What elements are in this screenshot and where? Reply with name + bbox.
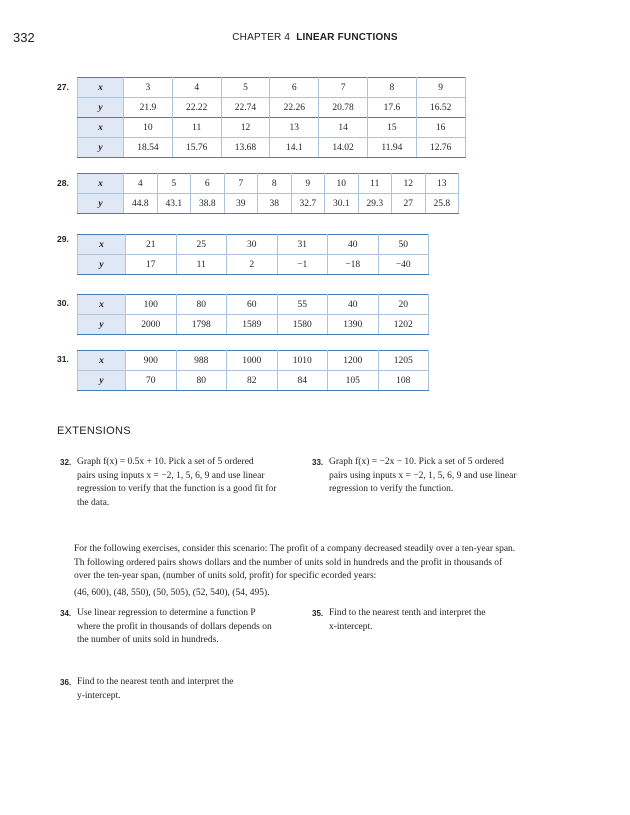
table-cell: 30.1	[325, 194, 359, 214]
table-cell: 21	[126, 235, 177, 255]
chapter-label: CHAPTER 4	[232, 32, 291, 43]
exercise-number: 29.	[57, 234, 69, 244]
data-table	[77, 117, 466, 158]
exercise-34	[60, 607, 312, 648]
row-header-y: y	[78, 255, 126, 275]
data-table	[77, 77, 466, 118]
scenario-paragraph	[74, 543, 574, 584]
table-cell: 40	[328, 295, 379, 315]
table-cell: 11	[176, 255, 227, 275]
table-cell: 15	[367, 118, 416, 138]
scenario-line: over the ten-year span, (number of units sold, profit) for specific ecorded years:	[74, 571, 377, 581]
table-cell: 82	[227, 371, 278, 391]
row-header-x: x	[78, 78, 124, 98]
scenario-line: Th following ordered pairs shows dollars and the number of units sold in hundreds and the profit in thousands of	[74, 557, 503, 568]
table-cell: 60	[227, 295, 278, 315]
row-header-y: y	[78, 138, 124, 158]
exercise-line: Use linear regression to determine a function P	[77, 608, 256, 618]
exercise-number: 34.	[60, 609, 72, 618]
exercise-line: Find to the nearest tenth and interpret the	[329, 608, 486, 618]
table-cell: 38	[258, 194, 292, 214]
table-row	[78, 255, 429, 275]
row-header-x: x	[78, 118, 124, 138]
table-cell: 1202	[378, 315, 429, 335]
table-cell: −18	[328, 255, 379, 275]
table-cell: 20.78	[319, 98, 368, 118]
table-row	[78, 351, 429, 371]
table-cell: 1589	[227, 315, 278, 335]
table-cell: 14.1	[270, 138, 319, 158]
table-cell: 29.3	[358, 194, 392, 214]
chapter-header	[0, 32, 630, 43]
row-header-x: x	[78, 351, 126, 371]
table-cell: 55	[277, 295, 328, 315]
data-points: (46, 600), (48, 550), (50, 505), (52, 540), (54, 495).	[74, 588, 270, 598]
exercise-line: Graph f(x) = −2x − 10. Pick a set of 5 ordered	[329, 457, 504, 467]
table-cell: 13.68	[221, 138, 270, 158]
exercise-33	[312, 456, 569, 497]
exercise-number: 32.	[60, 458, 72, 467]
table-cell: 108	[378, 371, 429, 391]
table-cell: 43.1	[157, 194, 191, 214]
table-cell: 70	[126, 371, 177, 391]
table-cell: 84	[277, 371, 328, 391]
table-cell: 100	[126, 295, 177, 315]
row-header-y: y	[78, 98, 124, 118]
row-header-x: x	[78, 235, 126, 255]
exercise-line: x-intercept.	[329, 621, 373, 632]
table-cell: 2	[227, 255, 278, 275]
exercise-number: 36.	[60, 678, 72, 687]
table-cell: 25	[176, 235, 227, 255]
table-cell: 20	[378, 295, 429, 315]
exercise-number: 35.	[312, 609, 324, 618]
exercise-line: where the profit in thousands of dollars depends on	[77, 621, 272, 632]
exercise-number: 33.	[312, 458, 324, 467]
table-cell: 1390	[328, 315, 379, 335]
table-cell: 80	[176, 295, 227, 315]
table-cell: 17.6	[367, 98, 416, 118]
table-cell: 1000	[227, 351, 278, 371]
scenario-line: For the following exercises, consider this scenario: The profit of a company decreased steadily over a ten-year span.	[74, 544, 516, 554]
table-cell: 10	[325, 174, 359, 194]
table-cell: 11	[358, 174, 392, 194]
exercise-line: the data.	[77, 497, 110, 508]
table-row	[78, 138, 466, 158]
extensions-heading: EXTENSIONS	[57, 425, 131, 437]
table-cell: 6	[270, 78, 319, 98]
table-cell: 50	[378, 235, 429, 255]
exercise-35	[312, 607, 569, 634]
exercise-line: Find to the nearest tenth and interpret the	[77, 677, 234, 687]
table-cell: 1205	[378, 351, 429, 371]
table-cell: 4	[172, 78, 221, 98]
table-cell: 12.76	[416, 138, 465, 158]
table-row	[78, 174, 459, 194]
exercise-line: regression to verify the function.	[329, 484, 454, 494]
exercise-number: 30.	[57, 298, 69, 308]
table-cell: 22.74	[221, 98, 270, 118]
row-header-y: y	[78, 315, 126, 335]
table-cell: 21.9	[124, 98, 173, 118]
table-cell: 1580	[277, 315, 328, 335]
table-cell: 4	[124, 174, 158, 194]
table-cell: 80	[176, 371, 227, 391]
table-cell: 988	[176, 351, 227, 371]
data-table	[77, 234, 429, 275]
table-cell: 39	[224, 194, 258, 214]
table-cell: 17	[126, 255, 177, 275]
table-cell: 8	[367, 78, 416, 98]
table-cell: 38.8	[191, 194, 225, 214]
row-header-x: x	[78, 295, 126, 315]
table-cell: 105	[328, 371, 379, 391]
table-row	[78, 235, 429, 255]
table-cell: 16.52	[416, 98, 465, 118]
table-cell: 1200	[328, 351, 379, 371]
chapter-topic: LINEAR FUNCTIONS	[296, 32, 398, 43]
table-cell: 44.8	[124, 194, 158, 214]
table-cell: 15.76	[172, 138, 221, 158]
table-row	[78, 315, 429, 335]
data-table	[77, 173, 459, 214]
row-header-y: y	[78, 371, 126, 391]
table-row	[78, 295, 429, 315]
exercise-36	[60, 676, 312, 703]
table-cell: 27	[392, 194, 426, 214]
page-number: 332	[13, 30, 35, 45]
data-table	[77, 294, 429, 335]
table-cell: 14	[319, 118, 368, 138]
exercise-number: 27.	[57, 82, 69, 92]
table-cell: 2000	[126, 315, 177, 335]
table-cell: −1	[277, 255, 328, 275]
table-cell: 9	[291, 174, 325, 194]
table-cell: 7	[319, 78, 368, 98]
table-cell: 7	[224, 174, 258, 194]
table-row	[78, 98, 466, 118]
exercise-line: y-intercept.	[77, 690, 121, 701]
exercise-line: the number of units sold in hundreds.	[77, 635, 219, 645]
table-cell: −40	[378, 255, 429, 275]
exercise-line: regression to verify that the function is a good fit for	[77, 484, 277, 494]
table-cell: 40	[328, 235, 379, 255]
table-cell: 1010	[277, 351, 328, 371]
table-cell: 13	[425, 174, 459, 194]
row-header-y: y	[78, 194, 124, 214]
table-cell: 18.54	[124, 138, 173, 158]
exercise-line: Graph f(x) = 0.5x + 10. Pick a set of 5 ordered	[77, 457, 254, 467]
exercise-32	[60, 456, 312, 510]
data-table	[77, 350, 429, 391]
exercise-number: 28.	[57, 178, 69, 188]
table-cell: 22.22	[172, 98, 221, 118]
table-cell: 5	[157, 174, 191, 194]
table-cell: 11	[172, 118, 221, 138]
table-row	[78, 78, 466, 98]
table-cell: 1798	[176, 315, 227, 335]
table-cell: 6	[191, 174, 225, 194]
table-cell: 13	[270, 118, 319, 138]
table-cell: 3	[124, 78, 173, 98]
table-row	[78, 371, 429, 391]
table-cell: 16	[416, 118, 465, 138]
table-cell: 22.26	[270, 98, 319, 118]
table-cell: 9	[416, 78, 465, 98]
table-cell: 11.94	[367, 138, 416, 158]
table-cell: 25.8	[425, 194, 459, 214]
table-cell: 12	[392, 174, 426, 194]
table-cell: 12	[221, 118, 270, 138]
table-row	[78, 194, 459, 214]
table-cell: 900	[126, 351, 177, 371]
table-cell: 10	[124, 118, 173, 138]
table-cell: 5	[221, 78, 270, 98]
exercise-line: pairs using inputs x = −2, 1, 5, 6, 9 and use linear	[329, 470, 517, 481]
table-row	[78, 118, 466, 138]
row-header-x: x	[78, 174, 124, 194]
table-cell: 32.7	[291, 194, 325, 214]
table-cell: 8	[258, 174, 292, 194]
exercise-number: 31.	[57, 354, 69, 364]
table-cell: 30	[227, 235, 278, 255]
table-cell: 14.02	[319, 138, 368, 158]
exercise-line: pairs using inputs x = −2, 1, 5, 6, 9 and use linear	[77, 470, 265, 481]
table-cell: 31	[277, 235, 328, 255]
